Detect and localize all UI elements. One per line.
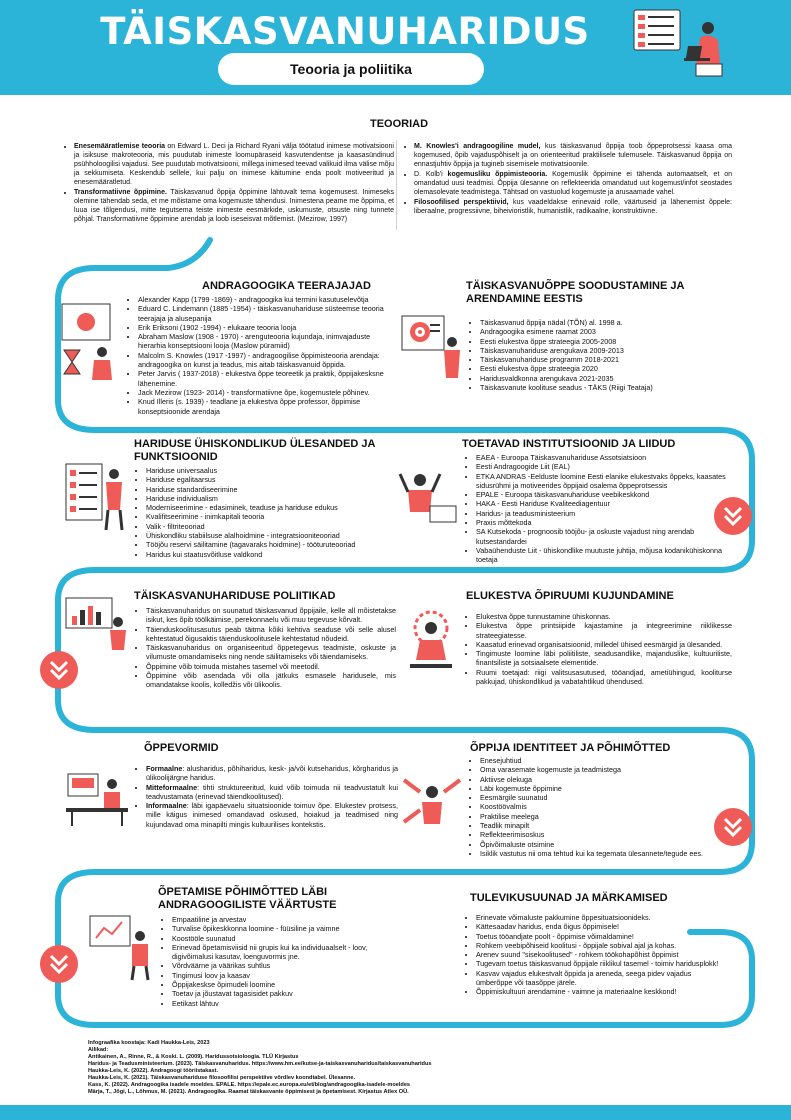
- section-title-poliitika: TÄISKASVANUHARIDUSE POLIITIKAD: [134, 590, 336, 602]
- list-item: • Täiskasvanuhariduse arengukava 2009-2013: [480, 346, 730, 355]
- section-title-teooriad: TEOORIAD: [370, 118, 429, 130]
- list-item: • Formaalne: alusharidus, põhiharidus, kesk- ja/või kutseharidus, kõrgharidus ja ülikoolijärgne haridus.: [146, 764, 398, 783]
- list-item: • Õppimiskultuuri arendamine - vaimne ja materiaalne keskkond!: [476, 987, 720, 996]
- list-item: • Abraham Maslow (1908 - 1970) - arenguteooria kujundaja, inimvajaduste hierarhia konseptsiooni looja (Maslow püramiid): [138, 332, 398, 351]
- hourglass-team-illustration: [58, 300, 122, 384]
- section-title-pohimotted: ÕPETAMISE PÕHIMÕTTED LÄBI ANDRAGOOGILISTE VÄÄRTUSTE: [158, 886, 337, 911]
- list-item: • M. Knowles'i andragoogiline mudel, kus täiskasvanud õppija toob õppeprotsessi kaasa oma kogemused, õpib vajaduspõhiselt ja on orienteeritud praktilisele tulemusele. Täiskasvanud õppija on ennastjuhtiv õppija ja tugineb sisemisele motivatsioonile.: [414, 142, 732, 169]
- list-item: • Läbi kogemuste õppimine: [480, 784, 730, 793]
- list-item: • Empaatiline ja arvestav: [172, 915, 402, 924]
- list-item: • Hariduse individualism: [146, 494, 406, 503]
- list-item: • Toetav ja jõustavat tagasisidet pakkuv: [172, 989, 402, 998]
- list-item: • Praktilise meelega: [480, 812, 730, 821]
- list-item: • Kaasatud erinevad organisatsioonid, milledel ühised eesmärgid ja ülesanded.: [476, 640, 732, 649]
- list-item: • Elukestva õppe tunnustamine ühiskonnas.: [476, 612, 732, 621]
- list-item: • Kättesaadav haridus, enda õigus õppimisele!: [476, 922, 720, 931]
- list-item: • Hariduse egalitaarsus: [146, 475, 406, 484]
- list-item: • Eesmärgile suunatud: [480, 793, 730, 802]
- list-item: • Haridus- ja teadusministeerium: [476, 509, 726, 518]
- source: Antikainen, A., Rinne, R., & Koski. L. (2009). Haridussotsioloogia. TLÜ Kirjastus: [88, 1054, 299, 1060]
- list-item: • ETKA ANDRAS -Eelduste loomine Eesti elanike elukestvaks õppeks, kaasates sidusrühmi ja motiveerides õppijaid osalema õppeprotsessis: [476, 472, 726, 491]
- list-item: • Õppijakeskse õpimudeli loomine: [172, 980, 402, 989]
- list-item: • Enesejuhtiud: [480, 756, 730, 765]
- list-item: • Filosoofilised perspektiivid, kus vaadeldakse erinevaid rolle, väärtuseid ja lähenemist õppele: liberaalne, progressiivne, biheivioristlik, humanistlik, radikaalne, konstruktiivne.: [414, 198, 732, 216]
- list-item: • Transformatiivne õppimine. Täiskasvanud õppija õppimine lähtuvalt tema kogemusest. Inimeseks olemine tähendab seda, et me mõistame oma kogemuste tähendusi. Inimestena peame me õppima, et luua ise tõlgendusi, mitte tegutsema teiste inimeste eesmärkide, uskumuste, otsuste ning tunnete põhjal. Transformatiivne õppimine arendab ja loob iseseisvat mõtlemist. (Mezirow, 1997): [74, 188, 394, 224]
- list-item: • Täiskasvanute koolituse seadus - TÄKS (Riigi Teataja): [480, 383, 730, 392]
- list-item: • Eduard C. Lindemann (1885 -1954) - täiskasvanuhariduse süsteemse teooria teerajaja ja alusepanija: [138, 304, 398, 323]
- list-item: • Alexander Kapp (1799 -1869) - andragoogika kui termini kasutuselevõtja: [138, 295, 398, 304]
- list-item: • Eetikast lähtuv: [172, 999, 402, 1008]
- list-item: • Moderniseerimine - edasiminek, teaduse ja hariduse edukus: [146, 503, 406, 512]
- column-divider: [396, 140, 397, 230]
- target-presentation-illustration: [400, 312, 464, 382]
- list-item: • Haridusvaldkonna arengukava 2021-2035: [480, 374, 730, 383]
- list-item: • Turvalise õpikeskkonna loomine - füüsiline ja vaimne: [172, 924, 402, 933]
- celebrating-person-illustration: [396, 466, 458, 526]
- soodustamine-list: [468, 318, 730, 392]
- list-item: • Toetus tööandjate poolt - õppimise võimaldamine!: [476, 932, 720, 941]
- sources-label: Allikad:: [88, 1047, 109, 1053]
- arrows-person-illustration: [400, 772, 464, 830]
- pohimotted-list: [160, 915, 402, 1008]
- list-item: • Knud Illeris (s. 1939) - teadlane ja elukestva õppe professor, õppimise konseptsioonide arendaja: [138, 397, 398, 416]
- source: Haukka-Leis, K. (2022). Andragoogi tööriistakast.: [88, 1068, 219, 1074]
- list-item: • Tugevam toetus täiskasvanud õppijale riiklikul tasemel - toimiv haridusplokk!: [476, 959, 720, 968]
- meditating-person-illustration: [400, 606, 462, 676]
- tulevik-list: [464, 913, 720, 997]
- credit: Infograafika koostaja: Kadi Haukka-Leis, 2023: [88, 1040, 210, 1046]
- list-item: • Reflekteerimisoskus: [480, 830, 730, 839]
- institutsioonid-list: [464, 453, 726, 565]
- footer-band: [0, 1105, 791, 1120]
- list-item: • Haridus kui staatusvõitluse valdkond: [146, 550, 406, 559]
- list-item: • Täiskasvanud õppija nädal (TÕN) al. 1998 a.: [480, 318, 730, 327]
- identiteet-list: [468, 756, 730, 858]
- list-item: • HAKA - Eesti Hariduse Kvaliteediagentuur: [476, 499, 726, 508]
- list-item: • Erinevate võimaluste pakkumine õppesituatsioonideks.: [476, 913, 720, 922]
- teooriad-left: [64, 142, 394, 225]
- section-title-soodustamine: TÄISKASVANUÕPPE SOODUSTAMINE JA ARENDAMINE EESTIS: [466, 280, 684, 305]
- list-item: • Eesti elukestva õppe strateegia 2020: [480, 364, 730, 373]
- section-title-tulevik: TULEVIKUSUUNAD JA MÄRKAMISED: [470, 892, 668, 904]
- list-item: • Elukestva õppe printsiipide kajastamine ja integreerimine riiklikesse strateegiatesse.: [476, 621, 732, 640]
- checklist-illustration: [62, 460, 128, 534]
- list-item: • EAEA - Euroopa Täiskasvanuhariduse Assotsiatsioon: [476, 453, 726, 462]
- teerajajad-list: [126, 295, 398, 416]
- list-item: • Õppimine võib toimuda mistahes tasemel või meetodil.: [146, 662, 396, 671]
- list-item: • Rohkem veebipõhiseid koolitusi - õppijale sobival ajal ja kohas.: [476, 941, 720, 950]
- desk-study-illustration: [64, 770, 130, 828]
- keskkond-list: [464, 612, 732, 686]
- chevron-down-icon: [40, 651, 78, 689]
- list-item: • Vabaühenduste Liit - ühiskondlike muutuste juhtija, mõjusa kodanikühiskonna toetaja: [476, 546, 726, 565]
- list-item: • Võrdväärne ja väärikas suhtlus: [172, 961, 402, 970]
- list-item: • Enesemääratlemise teooria on Edward L. Deci ja Richard Ryani välja töötatud inimese motivatsiooni ja isiksuse makroteooria, mis puudutab inimeste loomupäraseid kasvutendentse ja kaasasündinud psühholoogilisi vajadusi. See puudutab motivatsiooni, millega inimesed teevad valikuid ilma välise mõju ja sekkumiseta. Keskendub sellele, kui palju on inimese käitumine enda poolt motiveeritud ja enesemääratletud.: [74, 142, 394, 187]
- list-item: • Oma varasemate kogemuste ja teadmistega: [480, 765, 730, 774]
- list-item: • Tingimuste loomine läbi poliitiliste, seadusandlike, majanduslike, kultuuriliste, finantsiliste ja sotsiaalsete elementide.: [476, 649, 732, 668]
- list-item: • Koostöövalmis: [480, 802, 730, 811]
- list-item: • Mitteformaalne: tihti struktureeritud, kuid võib toimuda nii teadvustatult kui teadvustamata (erinevad täiendkoolitused).: [146, 783, 398, 802]
- list-item: • Eesti Andragoogide Liit (EAL): [476, 462, 726, 471]
- list-item: • Praxis mõttekoda: [476, 518, 726, 527]
- list-item: • Täienduskoolitusasutus peab täitma kõiki kehtiva seaduse või selle alusel kehtestatud õigusaktis täienduskoolitusele kehtestatud nõudeid.: [146, 625, 396, 644]
- source: Märja, T., Jõgi, L., Lõhmus, M. (2021). Andragoogika. Raamat täiskasvante õppimisest ja õpetamisest. Kirjastus Atlex OÜ.: [88, 1089, 409, 1095]
- section-title-keskkond: ELUKESTVA ÕPIRUUMI KUJUNDAMINE: [466, 590, 674, 602]
- list-item: • Õppimine võib asendada või olla jätkuks esmasele haridusele, mis omandatakse koolis, kolledžis või ülikoolis.: [146, 671, 396, 690]
- list-item: • Hariduse universaalus: [146, 466, 406, 475]
- section-title-oppevormid: ÕPPEVORMID: [144, 742, 219, 754]
- page-subtitle: Teooria ja poliitika: [218, 53, 484, 85]
- list-item: • Aktiivse olekuga: [480, 775, 730, 784]
- ulesanded-list: [134, 466, 406, 559]
- list-item: • Informaalne: läbi igapäevaelu situatsioonide toimuv õpe. Elukestev protsess, mille käigus inimesed omandavad oskused, hoiakud ja teadmised ning kujundavad oma minapilti mingis kultuurilises kontekstis.: [146, 801, 398, 829]
- list-item: • Täiskasvanuharidus on organiseeritud õppetegevus teadmiste, oskuste ja vilumuste omandamiseks ning nende säilitamiseks või täiendamiseks.: [146, 643, 396, 662]
- list-item: • Koostööle suunatud: [172, 934, 402, 943]
- list-item: • Andragoogika esimene raamat 2003: [480, 327, 730, 336]
- list-item: • Ühiskondliku stabiilsuse alalhoidmine - integratsiooniteooriad: [146, 531, 406, 540]
- list-item: • Kvalifitseerimine - inimkapitali teooria: [146, 512, 406, 521]
- list-item: • SA Kutsekoda - prognoosib tööjõu- ja oskuste vajadust ning arendab kutsestandardei: [476, 527, 726, 546]
- section-title-institutsioonid: TOETAVAD INSTITUTSIOONID JA LIIDUD: [462, 438, 676, 450]
- list-item: • D. Kolb'i kogemusliku õppimisteooria. Kogemuslik õppimine ei tähenda automaatselt, et on omandatud uusi teadmisi. Õppija ülesanne on reflekteerida omandatud uut kogemust/infot seostades olemasolevate teadmistega. Tähtsad on vastuolud kogemuste ja arusaamade vahel.: [414, 170, 732, 197]
- list-item: • Malcolm S. Knowles (1917 -1997) - andragoogilise õppimisteooria arendaja: andragoogika on kunst ja teadus, mis aitab täiskasvanuid õppida.: [138, 351, 398, 370]
- list-item: • Täiskasvanuharidus on suunatud täiskasvanud õppijaile, kelle all mõistetakse isikut, kes õpib töölkäimise, perekonnaelu või muu tegevuse kõrvalt.: [146, 606, 396, 625]
- section-title-ulesanded: HARIDUSE ÜHISKONDLIKUD ÜLESANDED JA FUNKTSIOONID: [134, 438, 375, 463]
- source: Haridus- ja Teadusministeerium. (2023). Täiskasvanuharidus. https://www.hm.ee/kutse-ja-taiskasvanuharidus/taiskasvanuharidus: [88, 1061, 432, 1067]
- source: Kass, K. (2022). Andragoogika isadele moeldes. EPALE. https://epale.ec.europa.eu/et/blog/andragoogika-isadele-moeldes: [88, 1082, 411, 1088]
- list-item: • Jack Mezirow (1923- 2014) - transformatiivne õpe, kogemustele põhinev.: [138, 388, 398, 397]
- list-item: • Täiskasvanuhariduse programm 2018-2021: [480, 355, 730, 364]
- list-item: • Tingimusi loov ja kaasav: [172, 971, 402, 980]
- section-title-teerajajad: ANDRAGOOGIKA TEERAJAJAD: [202, 280, 371, 292]
- section-title-identiteet: ÕPPIJA IDENTITEET JA PÕHIMÕTTED: [470, 742, 671, 754]
- list-item: • Tööjõu reservi säilitamine (tagavaraks hoidmine) - tööturuteooriad: [146, 540, 406, 549]
- teooriad-right: [404, 142, 732, 217]
- teacher-board-illustration: [86, 912, 152, 982]
- chevron-down-icon: [40, 945, 78, 983]
- presentation-chart-illustration: [64, 596, 128, 650]
- list-item: • Isiklik vastutus nii oma tehtud kui ka tegemata ülesannete/tegude ees.: [480, 849, 730, 858]
- references: [88, 1040, 508, 1096]
- list-item: • Erik Eriksoni (1902 -1994) - elukaare teooria looja: [138, 323, 398, 332]
- list-item: • Eesti elukestva õppe strateegia 2005-2008: [480, 337, 730, 346]
- list-item: • Arenev suund "sisekoolitused" - rohkem töökohapõhist õppimist: [476, 950, 720, 959]
- list-item: • Kasvav vajadus elukestvalt õppida ja areneda, seega pidev vajadus ümberõppe või taasõppe järele.: [476, 969, 720, 988]
- list-item: • Erinevad õpetamisviisid nii grupis kui ka individuaalselt - loov, digivõimalusi kasutav, loenguvormis jne.: [172, 943, 402, 962]
- list-item: • Õpivõimaluste otsimine: [480, 840, 730, 849]
- chevron-down-icon: [714, 808, 752, 846]
- list-item: • Valik - filtriteooriad: [146, 522, 406, 531]
- list-item: • Peter Jarvis ( 1937-2018) - elukestva õppe teoreetik ja praktik, õppijakesksne lähenemine.: [138, 369, 398, 388]
- chevron-down-icon: [714, 497, 752, 535]
- list-item: • Hariduse standardiseerimine: [146, 485, 406, 494]
- list-item: • EPALE - Euroopa täiskasvanuhariduse veebikeskkond: [476, 490, 726, 499]
- source: Haukka-Leis, K. (2021). Täiskasvanuhariduse filosoofilisi perspektiive võrdlev koondtabel. Ülesanne.: [88, 1075, 356, 1081]
- list-item: • Teadlik minapilt: [480, 821, 730, 830]
- list-item: • Ruumi toetajad: riigi valitsusasutused, tööandjad, ametiühingud, kooliturse pakkujad, ühiskondlikud ja vabatahtlikud ühendused.: [476, 668, 732, 687]
- oppevormid-list: [134, 764, 398, 829]
- poliitika-list: [134, 606, 396, 690]
- page-title: TÄISKASVANUHARIDUS: [100, 10, 590, 53]
